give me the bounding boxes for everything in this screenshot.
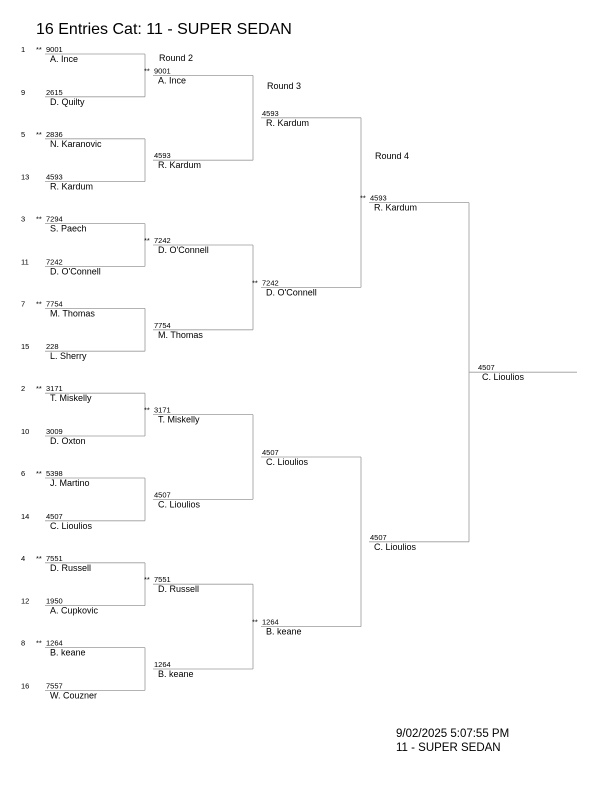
round3-entry-2-name: D. O'Connell [266, 287, 317, 298]
round2-entry-3-name: D. O'Connell [158, 245, 209, 255]
round1-entry-4-seed: 13 [21, 172, 30, 182]
round3-entry-2-marker: ** [252, 278, 258, 288]
round1-entry-10-name: D. Oxton [50, 436, 86, 446]
round1-entry-7-marker: ** [36, 299, 42, 309]
round2-entry-4-name: M. Thomas [158, 329, 203, 340]
round1-entry-11-number: 5398 [46, 469, 63, 478]
round3-entry-4-number: 1264 [262, 617, 279, 627]
round1-entry-13-seed: 4 [21, 553, 26, 563]
round1-entry-1-marker: ** [36, 45, 42, 54]
round1-entry-8-seed: 15 [21, 342, 30, 352]
round1-entry-4-number: 4593 [46, 172, 63, 182]
round3-entry-2-number: 7242 [262, 278, 279, 288]
round2-entry-2-number: 4593 [154, 151, 171, 161]
round1-entry-12-number: 4507 [46, 511, 63, 521]
round1-entry-6-seed: 11 [21, 257, 29, 267]
round1-entry-11-marker: ** [36, 469, 42, 478]
round2-entry-7-number: 7551 [154, 575, 171, 585]
round2-entry-7-marker: ** [144, 575, 150, 585]
round1-entry-9-marker: ** [36, 384, 42, 394]
round1-entry-5-seed: 3 [21, 214, 26, 224]
round3-entry-4-name: B. keane [266, 626, 302, 637]
round1-entry-2-name: D. Quilty [50, 96, 85, 107]
round1-entry-13-number: 7551 [46, 553, 63, 563]
round4-entry-1-number: 4593 [370, 193, 387, 203]
round-label-3: Round 3 [267, 81, 302, 91]
round1-entry-3-number: 2836 [46, 129, 63, 139]
round1-entry-11-name: J. Martino [50, 478, 90, 488]
round1-entry-10-seed: 10 [21, 427, 30, 436]
round1-entry-7-seed: 7 [21, 299, 26, 309]
round1-entry-14-number: 1950 [46, 596, 63, 606]
round4-entry-2-number: 4507 [370, 532, 387, 542]
round1-entry-13-marker: ** [36, 553, 42, 563]
round4-entry-1-name: R. Kardum [374, 202, 418, 213]
round1-entry-3-marker: ** [36, 129, 42, 139]
round1-entry-16-name: W. Couzner [50, 690, 98, 701]
round2-entry-8-number: 1264 [154, 660, 171, 669]
round1-entry-14-seed: 12 [21, 596, 30, 606]
round1-entry-12-name: C. Lioulios [50, 520, 93, 531]
footer-timestamp: 9/02/2025 5:07:55 PM [396, 728, 510, 740]
round1-entry-3-seed: 5 [21, 129, 26, 139]
round1-entry-8-name: L. Sherry [50, 351, 87, 362]
round1-entry-3-name: N. Karanovic [50, 138, 102, 149]
round2-entry-5-marker: ** [144, 405, 150, 415]
footer [396, 727, 509, 755]
round1-entry-5-marker: ** [36, 214, 42, 224]
round2-entry-5-name: T. Miskelly [158, 414, 200, 425]
round1-entry-11-seed: 6 [21, 469, 26, 478]
round-label-2: Round 2 [159, 53, 194, 63]
round4-entry-2-name: C. Lioulios [374, 541, 417, 552]
round1-entry-9-seed: 2 [21, 384, 26, 394]
round3-entry-1-number: 4593 [262, 108, 279, 118]
round2-entry-1-number: 9001 [154, 66, 171, 76]
round1-entry-8-number: 228 [46, 342, 59, 352]
round2-entry-3-marker: ** [144, 236, 150, 245]
round3-entry-3-number: 4507 [262, 448, 279, 457]
round2-entry-1-marker: ** [144, 66, 150, 76]
round1-entry-2-number: 2615 [46, 87, 63, 97]
round1-entry-9-number: 3171 [46, 384, 63, 394]
round1-entry-6-number: 7242 [46, 257, 63, 267]
round1-entry-9-name: T. Miskelly [50, 393, 92, 404]
round1-entry-15-name: B. keane [50, 647, 86, 658]
round1-entry-10-number: 3009 [46, 427, 63, 436]
winner-name: C. Lioulios [482, 372, 525, 383]
round2-entry-8-name: B. keane [158, 669, 194, 679]
round2-entry-7-name: D. Russell [158, 584, 200, 595]
round1-entry-15-seed: 8 [21, 638, 26, 648]
round2-entry-2-name: R. Kardum [158, 160, 202, 171]
round2-entry-6-name: C. Lioulios [158, 499, 201, 510]
round3-entry-3-name: C. Lioulios [266, 457, 309, 467]
round2-entry-6-number: 4507 [154, 490, 171, 500]
round1-entry-14-name: A. Cupkovic [50, 605, 99, 616]
round1-entry-7-number: 7754 [46, 299, 63, 309]
round3-entry-4-marker: ** [252, 617, 258, 627]
round1-entry-5-name: S. Paech [50, 223, 87, 234]
round1-entry-6-name: D. O'Connell [50, 266, 101, 277]
winner-number: 4507 [478, 363, 495, 373]
round1-entry-5-number: 7294 [46, 214, 63, 224]
round1-entry-7-name: M. Thomas [50, 308, 95, 319]
round1-entry-16-number: 7557 [46, 681, 63, 691]
round1-entry-15-number: 1264 [46, 638, 63, 648]
round2-entry-1-name: A. Ince [158, 75, 187, 86]
round1-entry-1-number: 9001 [46, 45, 63, 54]
round4-entry-1-marker: ** [360, 193, 366, 203]
round1-entry-16-seed: 16 [21, 681, 30, 691]
round1-entry-1-name: A. Ince [50, 54, 79, 64]
round1-entry-15-marker: ** [36, 638, 42, 648]
round2-entry-4-number: 7754 [154, 320, 171, 330]
round3-entry-1-name: R. Kardum [266, 117, 310, 128]
round1-entry-1-seed: 1 [21, 45, 26, 54]
round1-entry-4-name: R. Kardum [50, 181, 94, 192]
round-label-4: Round 4 [375, 151, 410, 161]
footer-category: 11 - SUPER SEDAN [396, 742, 501, 754]
round2-entry-5-number: 3171 [154, 405, 171, 415]
round2-entry-3-number: 7242 [154, 236, 171, 245]
page-title: 16 Entries Cat: 11 - SUPER SEDAN [36, 21, 292, 38]
round1-entry-13-name: D. Russell [50, 562, 92, 573]
round1-entry-2-seed: 9 [21, 87, 26, 97]
round1-entry-12-seed: 14 [21, 511, 30, 521]
